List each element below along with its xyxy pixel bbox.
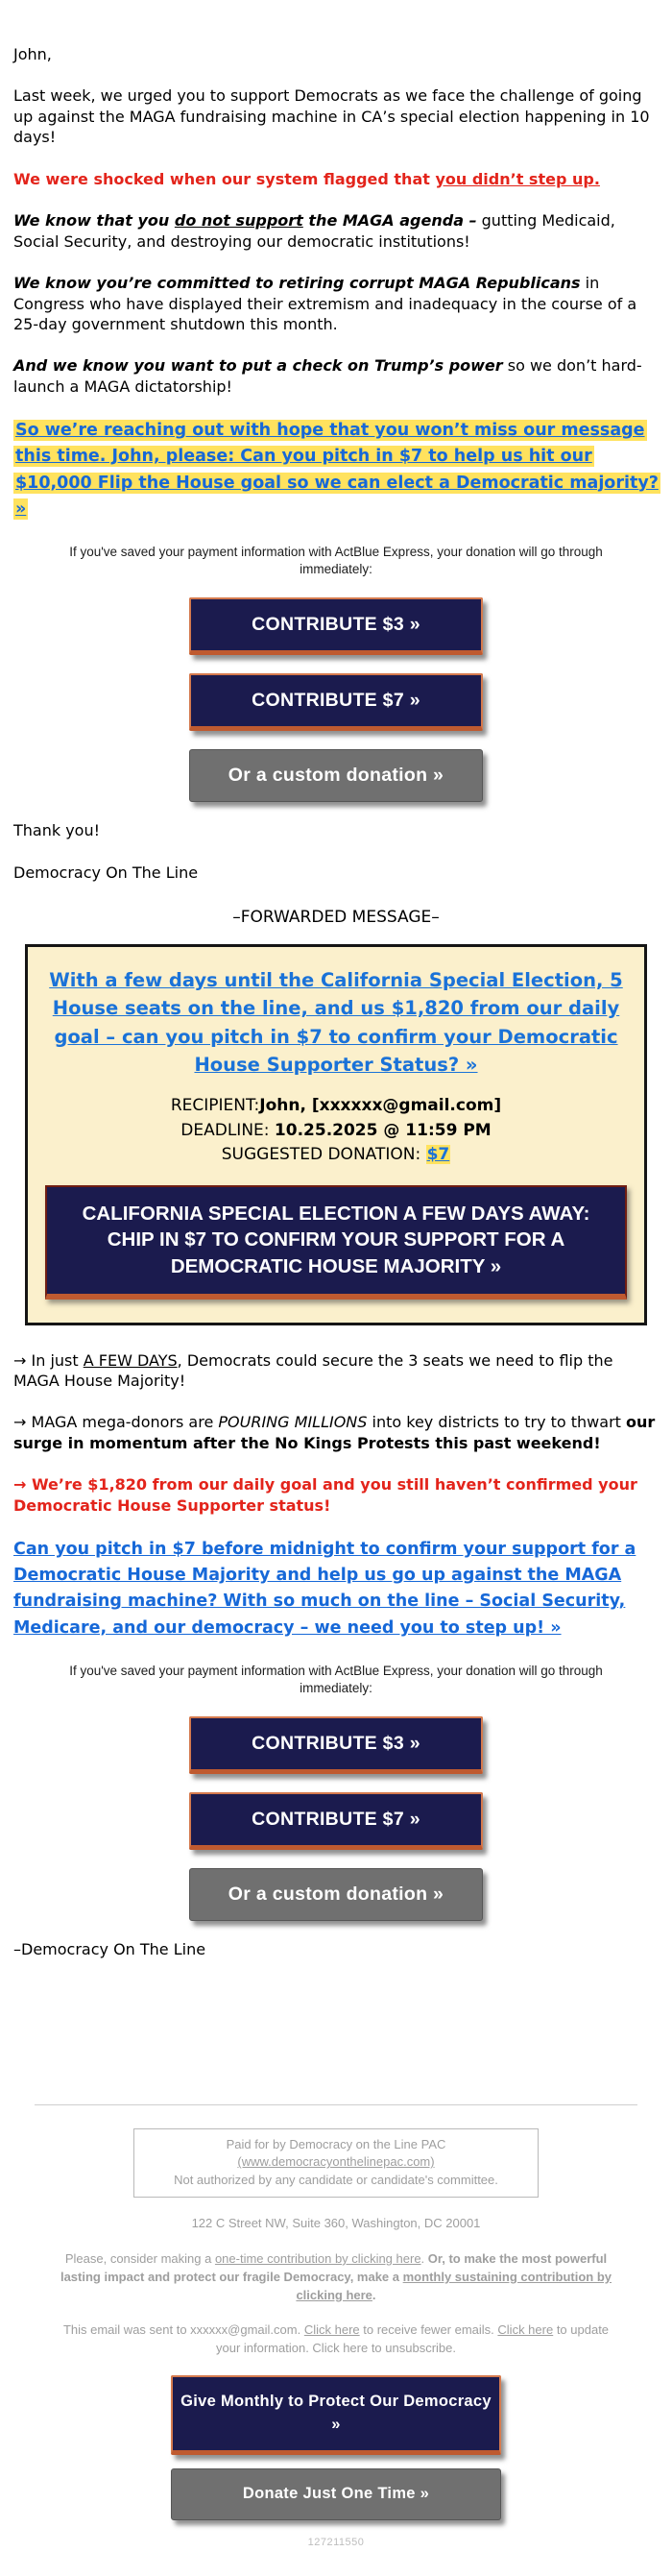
forwarded-message-label: –FORWARDED MESSAGE– — [232, 908, 440, 928]
shocked-text: We were shocked when our system flagged that — [13, 169, 436, 188]
paragraph-intro: Last week, we urged you to support Democrats as we face the challenge of going up against the MAGA fundraising machine in CA’s special election happening in 10 days! — [13, 86, 650, 147]
footer-divider — [35, 2104, 637, 2105]
thank-you-text: Thank you! — [13, 821, 101, 840]
sent-mid-text: to receive fewer emails. — [359, 2322, 498, 2338]
greeting: John, — [13, 45, 52, 63]
suggested-donation-link[interactable]: $7 — [426, 1145, 450, 1165]
gutting-text: gutting Medicaid, Social Security, and destroying our democratic institutions! — [13, 211, 615, 251]
paragraph-pitch-in — [13, 418, 659, 522]
consider-end-text: . — [372, 2287, 376, 2302]
update-info-link[interactable]: Click here — [497, 2322, 554, 2338]
contribute-7-button-2[interactable]: CONTRIBUTE $7 » — [189, 1792, 483, 1850]
deadline-value: 10.25.2025 @ 11:59 PM — [274, 1120, 492, 1140]
retiring-rest-text: in Congress who have displayed their extremism and inadequacy in the course of a 25-day government shutdown this month. — [13, 274, 637, 333]
paragraph-mega-donors — [13, 1412, 659, 1453]
deadline-label: DEADLINE: — [180, 1120, 275, 1140]
recipient-value: John, [xxxxxx@gmail.com] — [259, 1096, 502, 1116]
signature-text: Democracy On The Line — [13, 863, 199, 882]
pitch-in-7-link[interactable]: So we’re reaching out with hope that you won’t miss our message this time. John, please: Can you pitch in $7 to help us hit our $10,000 Flip the House goal so we can elect a Democratic majority? » — [15, 421, 659, 519]
sent-to-text: This email was sent to xxxxxx@gmail.com. — [62, 2322, 304, 2338]
do-not-support-text: do not support — [174, 211, 303, 231]
recipient-label: RECIPIENT: — [170, 1096, 260, 1116]
mailing-address: 122 C Street NW, Suite 360, Washington, DC 20001 — [191, 2216, 481, 2231]
forwarded-message-box — [25, 944, 647, 1325]
few-days-lead-text: → In just — [13, 1350, 84, 1370]
custom-donation-button[interactable]: Or a custom donation » — [189, 749, 483, 802]
custom-donation-button-2[interactable]: Or a custom donation » — [189, 1868, 483, 1921]
retiring-bold-text: We know you’re committed to retiring corrupt MAGA Republicans — [13, 274, 581, 293]
one-time-contribution-link[interactable]: one-time contribution by clicking here — [214, 2250, 421, 2266]
suggested-donation-row — [43, 1143, 629, 1168]
pouring-millions-text: POURING MILLIONS — [218, 1413, 368, 1432]
mega-donors-lead-text: → MAGA mega-donors are — [13, 1413, 219, 1432]
email-body — [0, 44, 672, 1960]
unsubscribe-text: to update your information. Click here to unsubscribe. — [215, 2322, 610, 2356]
contribute-3-button[interactable]: CONTRIBUTE $3 » — [189, 597, 483, 655]
paid-for-text: Paid for by Democracy on the Line PAC — [226, 2136, 446, 2151]
paragraph-retiring — [13, 273, 659, 334]
consider-contribution-text — [58, 2250, 614, 2305]
paragraph-before-midnight — [13, 1537, 659, 1641]
donation-buttons-2 — [13, 1716, 659, 1921]
few-days-rest-text: , Democrats could secure the 3 seats we need to flip the MAGA House Majority! — [13, 1350, 613, 1391]
paragraph-maga-agenda — [13, 210, 659, 252]
email-footer — [0, 2104, 672, 2551]
maga-agenda-text: the MAGA agenda – — [302, 211, 477, 231]
monthly-contribution-link[interactable]: monthly sustaining contribution by clicking here — [296, 2269, 612, 2302]
not-authorized-text: Not authorized by any candidate or candidate's committee. — [174, 2173, 498, 2188]
consider-bold-lead-text: Or, to make the most powerful lasting impact and protect our fragile Democracy, make a — [60, 2250, 608, 2284]
actblue-note: If you've saved your payment information with ActBlue Express, your donation will go through immediately: — [69, 544, 603, 576]
pitch-before-midnight-link[interactable]: Can you pitch in $7 before midnight to confirm your support for a Democratic House Majority and help us go up against the MAGA fundraising machine? With so much on the line – Social Security, Medicare, and our democracy – we need you to step up! » — [13, 1540, 636, 1638]
contribute-3-button-2[interactable]: CONTRIBUTE $3 » — [189, 1716, 483, 1774]
paragraph-shocked — [13, 169, 659, 189]
mailing-id: 127211550 — [307, 2536, 365, 2548]
contribute-7-button[interactable]: CONTRIBUTE $7 » — [189, 673, 483, 731]
email-sent-text — [58, 2321, 614, 2358]
donation-buttons — [13, 597, 659, 802]
give-monthly-button[interactable]: Give Monthly to Protect Our Democracy » — [171, 2375, 501, 2455]
consider-mid-text: . — [420, 2250, 428, 2266]
suggested-donation-label: SUGGESTED DONATION: — [221, 1145, 426, 1165]
few-days-underline-text: A FEW DAYS — [83, 1350, 178, 1370]
donate-once-button[interactable]: Donate Just One Time » — [171, 2468, 501, 2520]
consider-lead-text: Please, consider making a — [64, 2250, 215, 2266]
didnt-step-up-text: you didn’t step up. — [435, 169, 600, 188]
know-lead-text: We know that you — [13, 211, 175, 231]
forwarded-headline-link[interactable]: With a few days until the California Special Election, 5 House seats on the line, and us $1,820 from our daily goal – can you pitch in $7 to confirm your Democratic House Supporter Status? » — [49, 969, 623, 1076]
pac-website-link[interactable]: (www.democracyonthelinepac.com) — [237, 2154, 435, 2170]
signature-text-2: –Democracy On The Line — [13, 1940, 206, 1959]
fewer-emails-link[interactable]: Click here — [303, 2322, 360, 2338]
surge-momentum-text: our surge in momentum after the No Kings Protests this past weekend! — [13, 1413, 656, 1452]
deadline-row — [43, 1119, 629, 1144]
check-power-rest-text: so we don’t hard-launch a MAGA dictatorship! — [13, 356, 642, 396]
paid-for-disclaimer-box — [133, 2128, 539, 2199]
recipient-row — [43, 1094, 629, 1119]
paragraph-check-trump — [13, 355, 659, 397]
california-cta-button[interactable]: CALIFORNIA SPECIAL ELECTION A FEW DAYS AWAY: CHIP IN $7 TO CONFIRM YOUR SUPPORT FOR A DEMOCRATIC HOUSE MAJORITY » — [45, 1185, 627, 1300]
check-power-bold-text: And we know you want to put a check on Trump’s power — [13, 356, 503, 376]
paragraph-few-days — [13, 1350, 659, 1392]
mega-donors-mid-text: into key districts to try to thwart — [367, 1413, 627, 1432]
actblue-note-2: If you've saved your payment information with ActBlue Express, your donation will go through immediately: — [69, 1663, 603, 1695]
paragraph-daily-goal: → We’re $1,820 from our daily goal and you still haven’t confirmed your Democratic House Supporter status! — [13, 1475, 637, 1515]
